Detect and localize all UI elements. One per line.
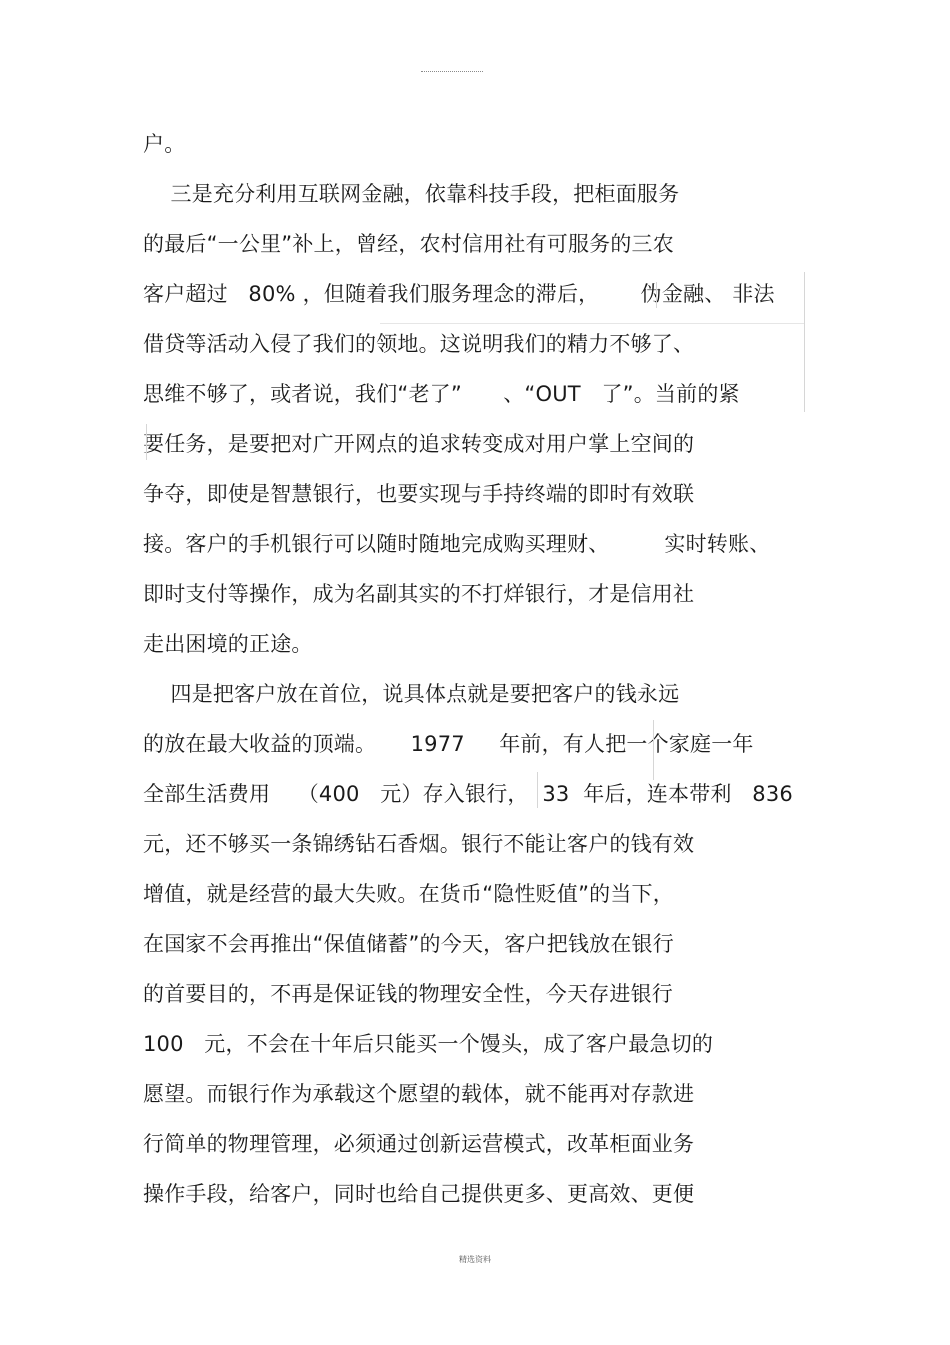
scan-artifact-line xyxy=(146,424,147,460)
page-footer: 精选资料 xyxy=(459,1255,491,1264)
text-line: 的首要目的，不再是保证钱的物理安全性，今天存进银行 xyxy=(143,982,673,1006)
scan-artifact-line xyxy=(537,772,538,808)
text-line: 客户超过 80% ，但随着我们服务理念的滞后， 伪金融、 非法 xyxy=(143,282,775,306)
text-line: 行简单的物理管理，必须通过创新运营模式，改革柜面业务 xyxy=(143,1132,695,1156)
text-line: 操作手段，给客户，同时也给自己提供更多、更高效、更便 xyxy=(143,1182,695,1206)
scan-artifact-line xyxy=(656,282,657,308)
scan-artifact-line xyxy=(653,720,654,780)
text-line: 户。 xyxy=(143,132,186,156)
text-line: 全部生活费用 （400 元）存入银行， 33 年后，连本带利 836 xyxy=(143,782,793,806)
text-line: 思维不够了，或者说，我们“老了” 、“OUT 了”。当前的紧 xyxy=(143,382,740,406)
text-line: 增值，就是经营的最大失败。在货币“隐性贬值”的当下， xyxy=(143,882,674,906)
scan-artifact-line xyxy=(804,272,805,412)
text-line: 愿望。而银行作为承载这个愿望的载体，就不能再对存款进 xyxy=(143,1082,695,1106)
text-line: 的放在最大收益的顶端。 1977 年前，有人把一个家庭一年 xyxy=(143,732,754,756)
text-line: 即时支付等操作，成为名副其实的不打烊银行，才是信用社 xyxy=(143,582,695,606)
text-line: 在国家不会再推出“保值储蓄”的今天，客户把钱放在银行 xyxy=(143,932,674,956)
text-line: 接。客户的手机银行可以随时随地完成购买理财、 实时转账、 xyxy=(143,532,771,556)
text-line: 借贷等活动入侵了我们的领地。这说明我们的精力不够了、 xyxy=(143,332,695,356)
text-line: 元，还不够买一条锦绣钻石香烟。银行不能让客户的钱有效 xyxy=(143,832,695,856)
text-line: 要任务，是要把对广开网点的追求转变成对用户掌上空间的 xyxy=(143,432,695,456)
header-rule xyxy=(421,71,483,72)
text-line: 争夺，即使是智慧银行，也要实现与手持终端的即时有效联 xyxy=(143,482,695,506)
text-line: 三是充分利用互联网金融，依靠科技手段，把柜面服务 xyxy=(143,182,680,206)
scan-artifact-line xyxy=(380,323,804,324)
text-line: 100 元，不会在十年后只能买一个馒头，成了客户最急切的 xyxy=(143,1032,714,1056)
text-line: 走出困境的正途。 xyxy=(143,632,313,656)
text-line: 的最后“一公里”补上，曾经，农村信用社有可服务的三农 xyxy=(143,232,674,256)
text-line: 四是把客户放在首位，说具体点就是要把客户的钱永远 xyxy=(143,682,680,706)
